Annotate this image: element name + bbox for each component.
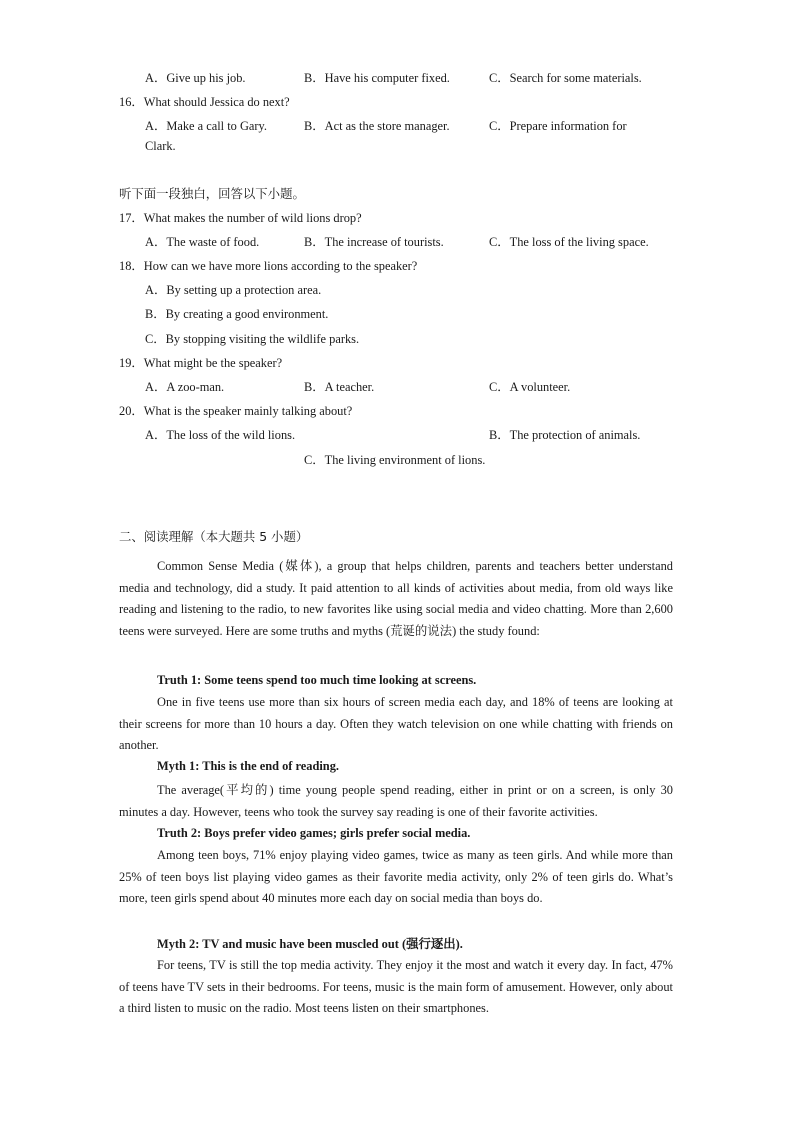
- q18-option-b: B．By creating a good environment.: [145, 307, 329, 321]
- q17-option-b: B．The increase of tourists.: [304, 235, 444, 249]
- q19-stem: 19．What might be the speaker?: [119, 356, 283, 370]
- q17-option-c: C．The loss of the living space.: [489, 235, 649, 249]
- q16-option-b: B．Act as the store manager.: [304, 119, 450, 133]
- q17-option-a: A．The waste of food.: [145, 235, 260, 249]
- passage-intro-paragraph: Common Sense Media (媒体), a group that helps children, parents and teachers better understand media and technology, did a study. It paid attention to all kinds of activities about media, from old ways like reading and listening to the radio, to new favorites like using social media and video chatting. More than 2,600 teens were surveyed. Here are some truths and myths (荒诞的说法) the study found:: [119, 559, 673, 639]
- myth1-paragraph: The average(平均的) time young people spend reading, either in print or on a screen, is only 30 minutes a day. However, teens who took the survey say reading is one of their favorite activities.: [119, 783, 673, 819]
- q16-option-c: C．Prepare information for: [489, 119, 627, 133]
- reading-section-title: 二、阅读理解（本大题共 5 小题）: [119, 529, 309, 544]
- q16-stem: 16．What should Jessica do next?: [119, 95, 290, 109]
- q19-option-c: C．A volunteer.: [489, 380, 571, 394]
- q16-option-a: A．Make a call to Gary.: [145, 119, 268, 133]
- myth2-heading: Myth 2: TV and music have been muscled out (强行逐出).: [157, 937, 463, 951]
- q20-stem: 20．What is the speaker mainly talking about?: [119, 404, 353, 418]
- q20-option-c: C．The living environment of lions.: [304, 453, 486, 467]
- q19-option-b: B．A teacher.: [304, 380, 375, 394]
- q15-option-b: B．Have his computer fixed.: [304, 71, 450, 85]
- truth1-heading: Truth 1: Some teens spend too much time looking at screens.: [157, 673, 477, 687]
- myth2-paragraph: For teens, TV is still the top media activity. They enjoy it the most and watch it every day. In fact, 47% of teens have TV sets in their bedrooms. For teens, music is the main form of amusement. However, only about a third listen to music on the radio. Most teens listen on their smartphones.: [119, 958, 673, 1016]
- q15-option-c: C．Search for some materials.: [489, 71, 642, 85]
- q16-option-c-continued: Clark.: [145, 139, 176, 153]
- truth1-paragraph: One in five teens use more than six hours of screen media each day, and 18% of teens are looking at their screens for more than 10 hours a day. Often they watch television on one while chatting with friends on another.: [119, 695, 673, 753]
- truth2-heading: Truth 2: Boys prefer video games; girls prefer social media.: [157, 826, 471, 840]
- q18-stem: 18．How can we have more lions according to the speaker?: [119, 259, 418, 273]
- q19-option-a: A．A zoo-man.: [145, 380, 225, 394]
- monologue-instruction: 听下面一段独白，回答以下小题。: [119, 186, 305, 201]
- q18-option-c: C．By stopping visiting the wildlife parks.: [145, 332, 360, 346]
- q18-option-a: A．By setting up a protection area.: [145, 283, 322, 297]
- q17-stem: 17．What makes the number of wild lions drop?: [119, 211, 362, 225]
- myth1-heading: Myth 1: This is the end of reading.: [157, 759, 339, 773]
- q15-option-a: A．Give up his job.: [145, 71, 246, 85]
- q20-option-b: B．The protection of animals.: [489, 428, 641, 442]
- q20-option-a: A．The loss of the wild lions.: [145, 428, 296, 442]
- truth2-paragraph: Among teen boys, 71% enjoy playing video games, twice as many as teen girls. And while more than 25% of teen boys list playing video games as their favorite media activity, only 2% of teen girls do. What’s more, teen girls spend about 40 minutes more each day on social media than boys do.: [119, 848, 673, 906]
